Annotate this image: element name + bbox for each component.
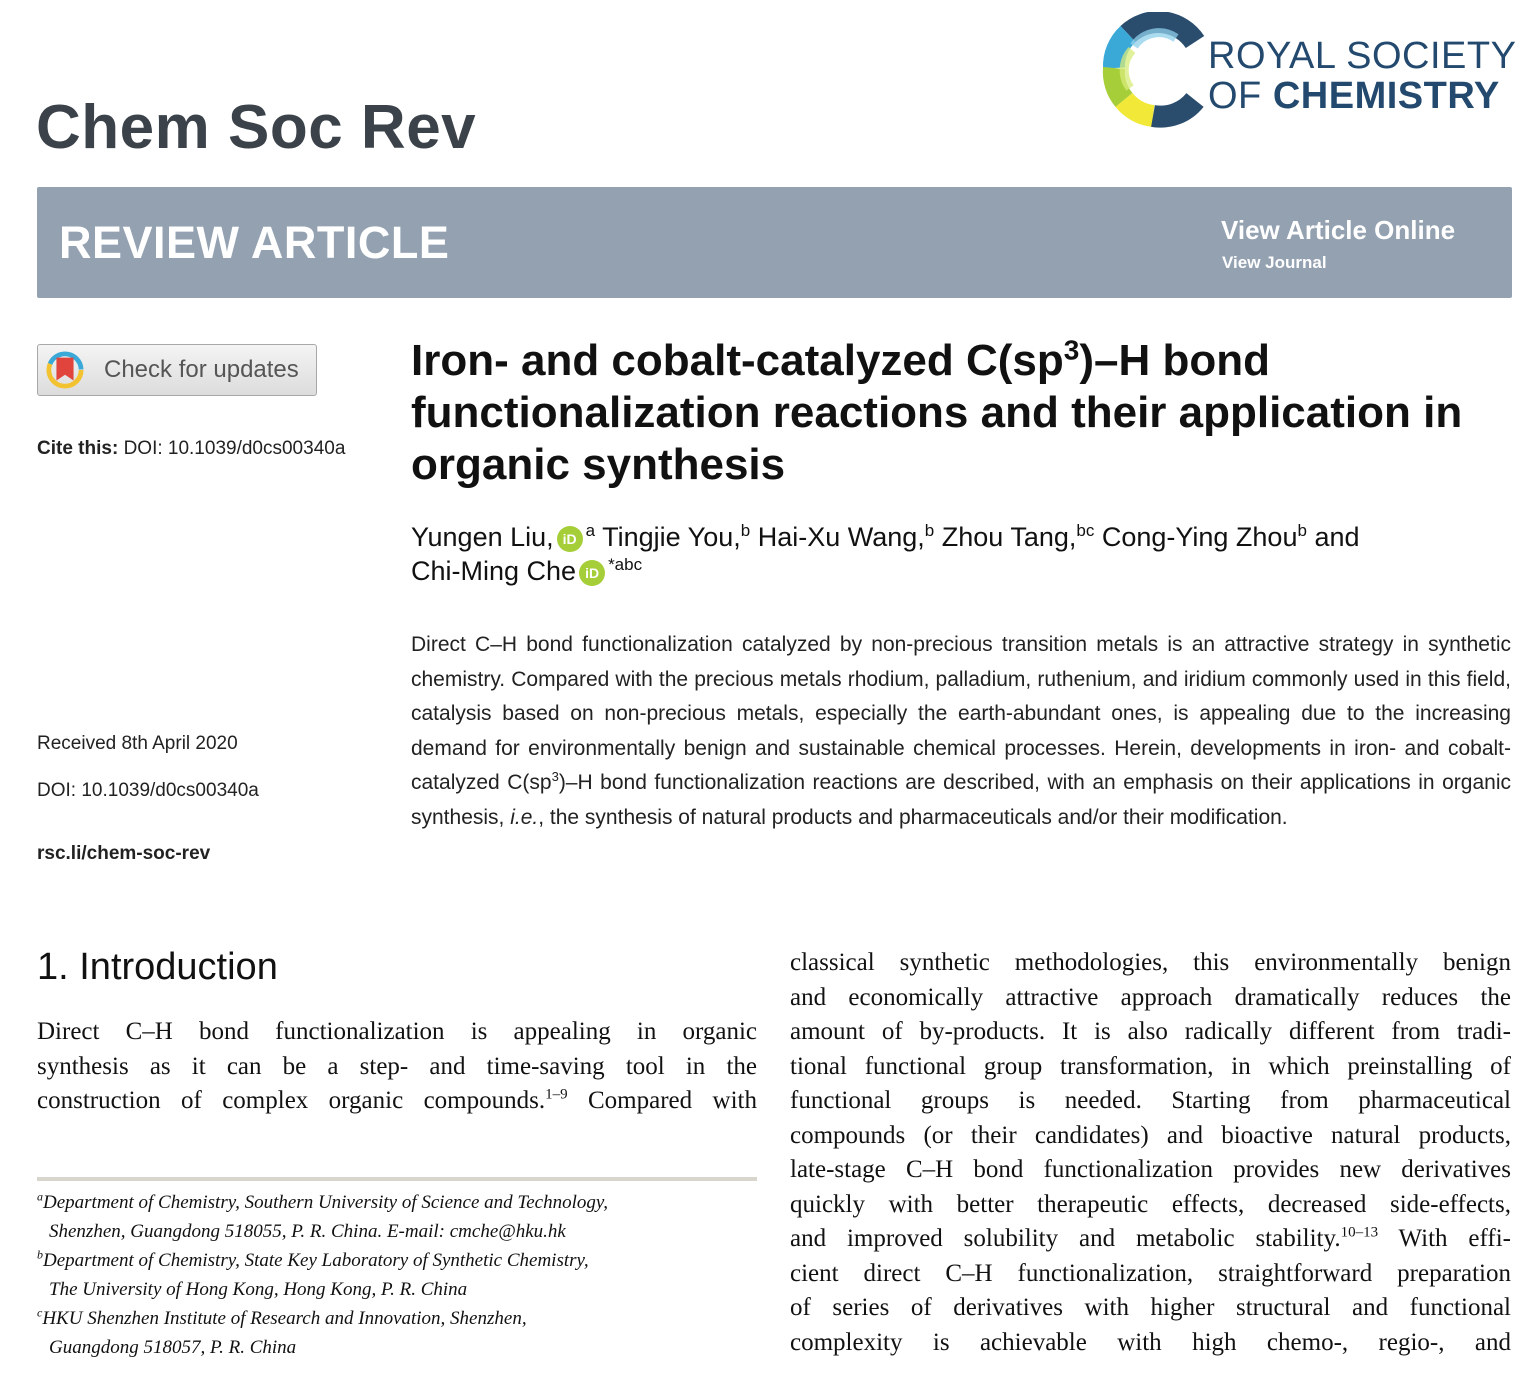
author-liu[interactable]: Yungen Liu, — [411, 522, 554, 552]
footnote-text: Guangdong 518057, P. R. China — [49, 1337, 297, 1358]
citation-ref[interactable]: 10–13 — [1340, 1224, 1379, 1241]
footnote-text: Department of Chemistry, State Key Laboratory of Synthetic Chemistry, — [43, 1250, 589, 1271]
footnote-text: The University of Hong Kong, Hong Kong, P. R. China — [49, 1279, 468, 1300]
author-you[interactable]: Tingjie You, — [595, 522, 741, 552]
text-line: late-stage C–H bond functionalization provides new derivatives — [790, 1156, 1511, 1183]
journal-name: Chem Soc Rev — [36, 93, 477, 162]
author-che[interactable]: Chi-Ming Che — [411, 556, 577, 586]
orcid-icon[interactable]: iD — [579, 560, 605, 586]
received-date: Received 8th April 2020 — [37, 733, 238, 754]
crossmark-icon — [46, 351, 84, 389]
text-fragment: construction of complex organic compounds. — [37, 1087, 546, 1114]
title-text-1: Iron- and cobalt-catalyzed C(sp — [411, 336, 1064, 385]
view-journal-link[interactable]: View Journal — [1222, 253, 1327, 272]
publisher-line1: ROYAL SOCIETY — [1208, 35, 1517, 77]
affiliation-footnotes — [37, 1188, 757, 1362]
check-for-updates-label: Check for updates — [104, 356, 299, 383]
footnote-mark: a — [37, 1189, 43, 1204]
text-line: functional groups is needed. Starting from pharmaceutical — [790, 1087, 1511, 1114]
footnote-text: HKU Shenzhen Institute of Research and Innovation, Shenzhen, — [42, 1308, 527, 1329]
text-line: quickly with better therapeutic effects, decreased side-effects, — [790, 1190, 1511, 1218]
title-text-2: )–H bond functionalization reactions and their application in organic synthesis — [411, 336, 1463, 489]
footnote-text: Department of Chemistry, Southern University of Science and Technology, — [43, 1192, 608, 1213]
abstract — [411, 628, 1511, 835]
publisher-of: OF — [1208, 75, 1262, 117]
text-line: complexity is achievable with high chemo-, regio-, and — [790, 1328, 1511, 1356]
citation-ref[interactable]: 1–9 — [545, 1086, 568, 1103]
journal-short-link[interactable]: rsc.li/chem-soc-rev — [37, 843, 211, 864]
text-fragment: and improved solubility and metabolic stability. — [790, 1225, 1341, 1252]
text-fragment: With effi- — [1378, 1225, 1511, 1252]
author-tang[interactable]: Zhou Tang, — [934, 522, 1077, 552]
footnote-mark: b — [37, 1247, 43, 1262]
abstract-ie: i.e. — [510, 805, 539, 829]
article-title — [411, 335, 1516, 491]
footnote-text: Shenzhen, Guangdong 518055, P. R. China. E-mail: cmche@hku.hk — [49, 1221, 566, 1242]
cite-label: Cite this: — [37, 438, 119, 459]
publisher-chemistry: CHEMISTRY — [1272, 75, 1500, 117]
text-line: cient direct C–H functionalization, straightforward preparation — [790, 1259, 1511, 1287]
author-zhou[interactable]: Cong-Ying Zhou — [1094, 522, 1298, 552]
abstract-text-3: , the synthesis of natural products and pharmaceuticals and/or their modification. — [538, 805, 1288, 829]
publisher-name — [1208, 36, 1516, 116]
footnote-mark: c — [37, 1305, 43, 1320]
affil-mark: a — [585, 521, 596, 540]
author-wang[interactable]: Hai-Xu Wang, — [750, 522, 925, 552]
article-doi[interactable]: DOI: 10.1039/d0cs00340a — [37, 780, 259, 801]
footnote-b — [37, 1246, 757, 1304]
cite-this — [37, 438, 345, 460]
text-line — [37, 1084, 757, 1119]
text-line: amount of by-products. It is also radically different from tradi- — [790, 1018, 1511, 1045]
intro-column-right — [790, 946, 1511, 1360]
title-superscript: 3 — [1063, 334, 1080, 366]
text-line: synthesis as it can be a step- and time-saving tool in the — [37, 1052, 757, 1080]
view-article-online-link[interactable]: View Article Online — [1221, 215, 1456, 245]
rsc-logo-icon — [1098, 12, 1218, 132]
abstract-superscript: 3 — [551, 769, 559, 784]
cite-doi[interactable]: DOI: 10.1039/d0cs00340a — [123, 438, 346, 459]
footnote-c — [37, 1304, 757, 1362]
affil-mark: b — [924, 521, 935, 540]
text-line — [790, 1222, 1511, 1257]
affil-mark: b — [1297, 521, 1307, 540]
affil-mark: b — [740, 521, 751, 540]
author-and: and — [1306, 522, 1360, 552]
affil-mark: *abc — [608, 555, 643, 574]
intro-column-left — [37, 1015, 757, 1119]
article-type: REVIEW ARTICLE — [59, 217, 450, 268]
affil-mark: bc — [1076, 521, 1095, 540]
check-for-updates-button[interactable] — [37, 344, 317, 396]
section-heading-introduction: 1. Introduction — [37, 946, 278, 988]
text-line: tional functional group transformation, in which preinstalling of — [790, 1052, 1511, 1080]
text-line: classical synthetic methodologies, this environmentally benign — [790, 949, 1511, 976]
text-line: compounds (or their candidates) and bioactive natural products, — [790, 1121, 1511, 1149]
author-list — [411, 520, 1516, 588]
text-line: Direct C–H bond functionalization is appealing in organic — [37, 1018, 757, 1045]
orcid-icon[interactable]: iD — [557, 526, 583, 552]
text-fragment: Compared with — [567, 1087, 757, 1114]
footnote-divider — [37, 1177, 757, 1181]
abstract-text-2: )–H bond functionalization reactions are described, with an emphasis on their applications in organic synthesis, — [411, 771, 1512, 829]
footnote-a — [37, 1188, 757, 1246]
text-line: and economically attractive approach dramatically reduces the — [790, 983, 1511, 1011]
article-type-banner — [37, 187, 1512, 298]
text-line: of series of derivatives with higher structural and functional — [790, 1294, 1511, 1321]
abstract-text-1: Direct C–H bond functionalization catalyzed by non-precious transition metals is an attractive strategy in synthetic chemistry. Compared with the precious metals rhodium, palladium, ruthenium, and iridium commonly used in this field, catalysis based on non-precious metals, especially the earth-abundant ones, is appealing due to the increasing demand for environmentally benign and sustainable chemical processes. Herein, developments in iron- and cobalt-catalyzed C(sp — [411, 633, 1511, 794]
